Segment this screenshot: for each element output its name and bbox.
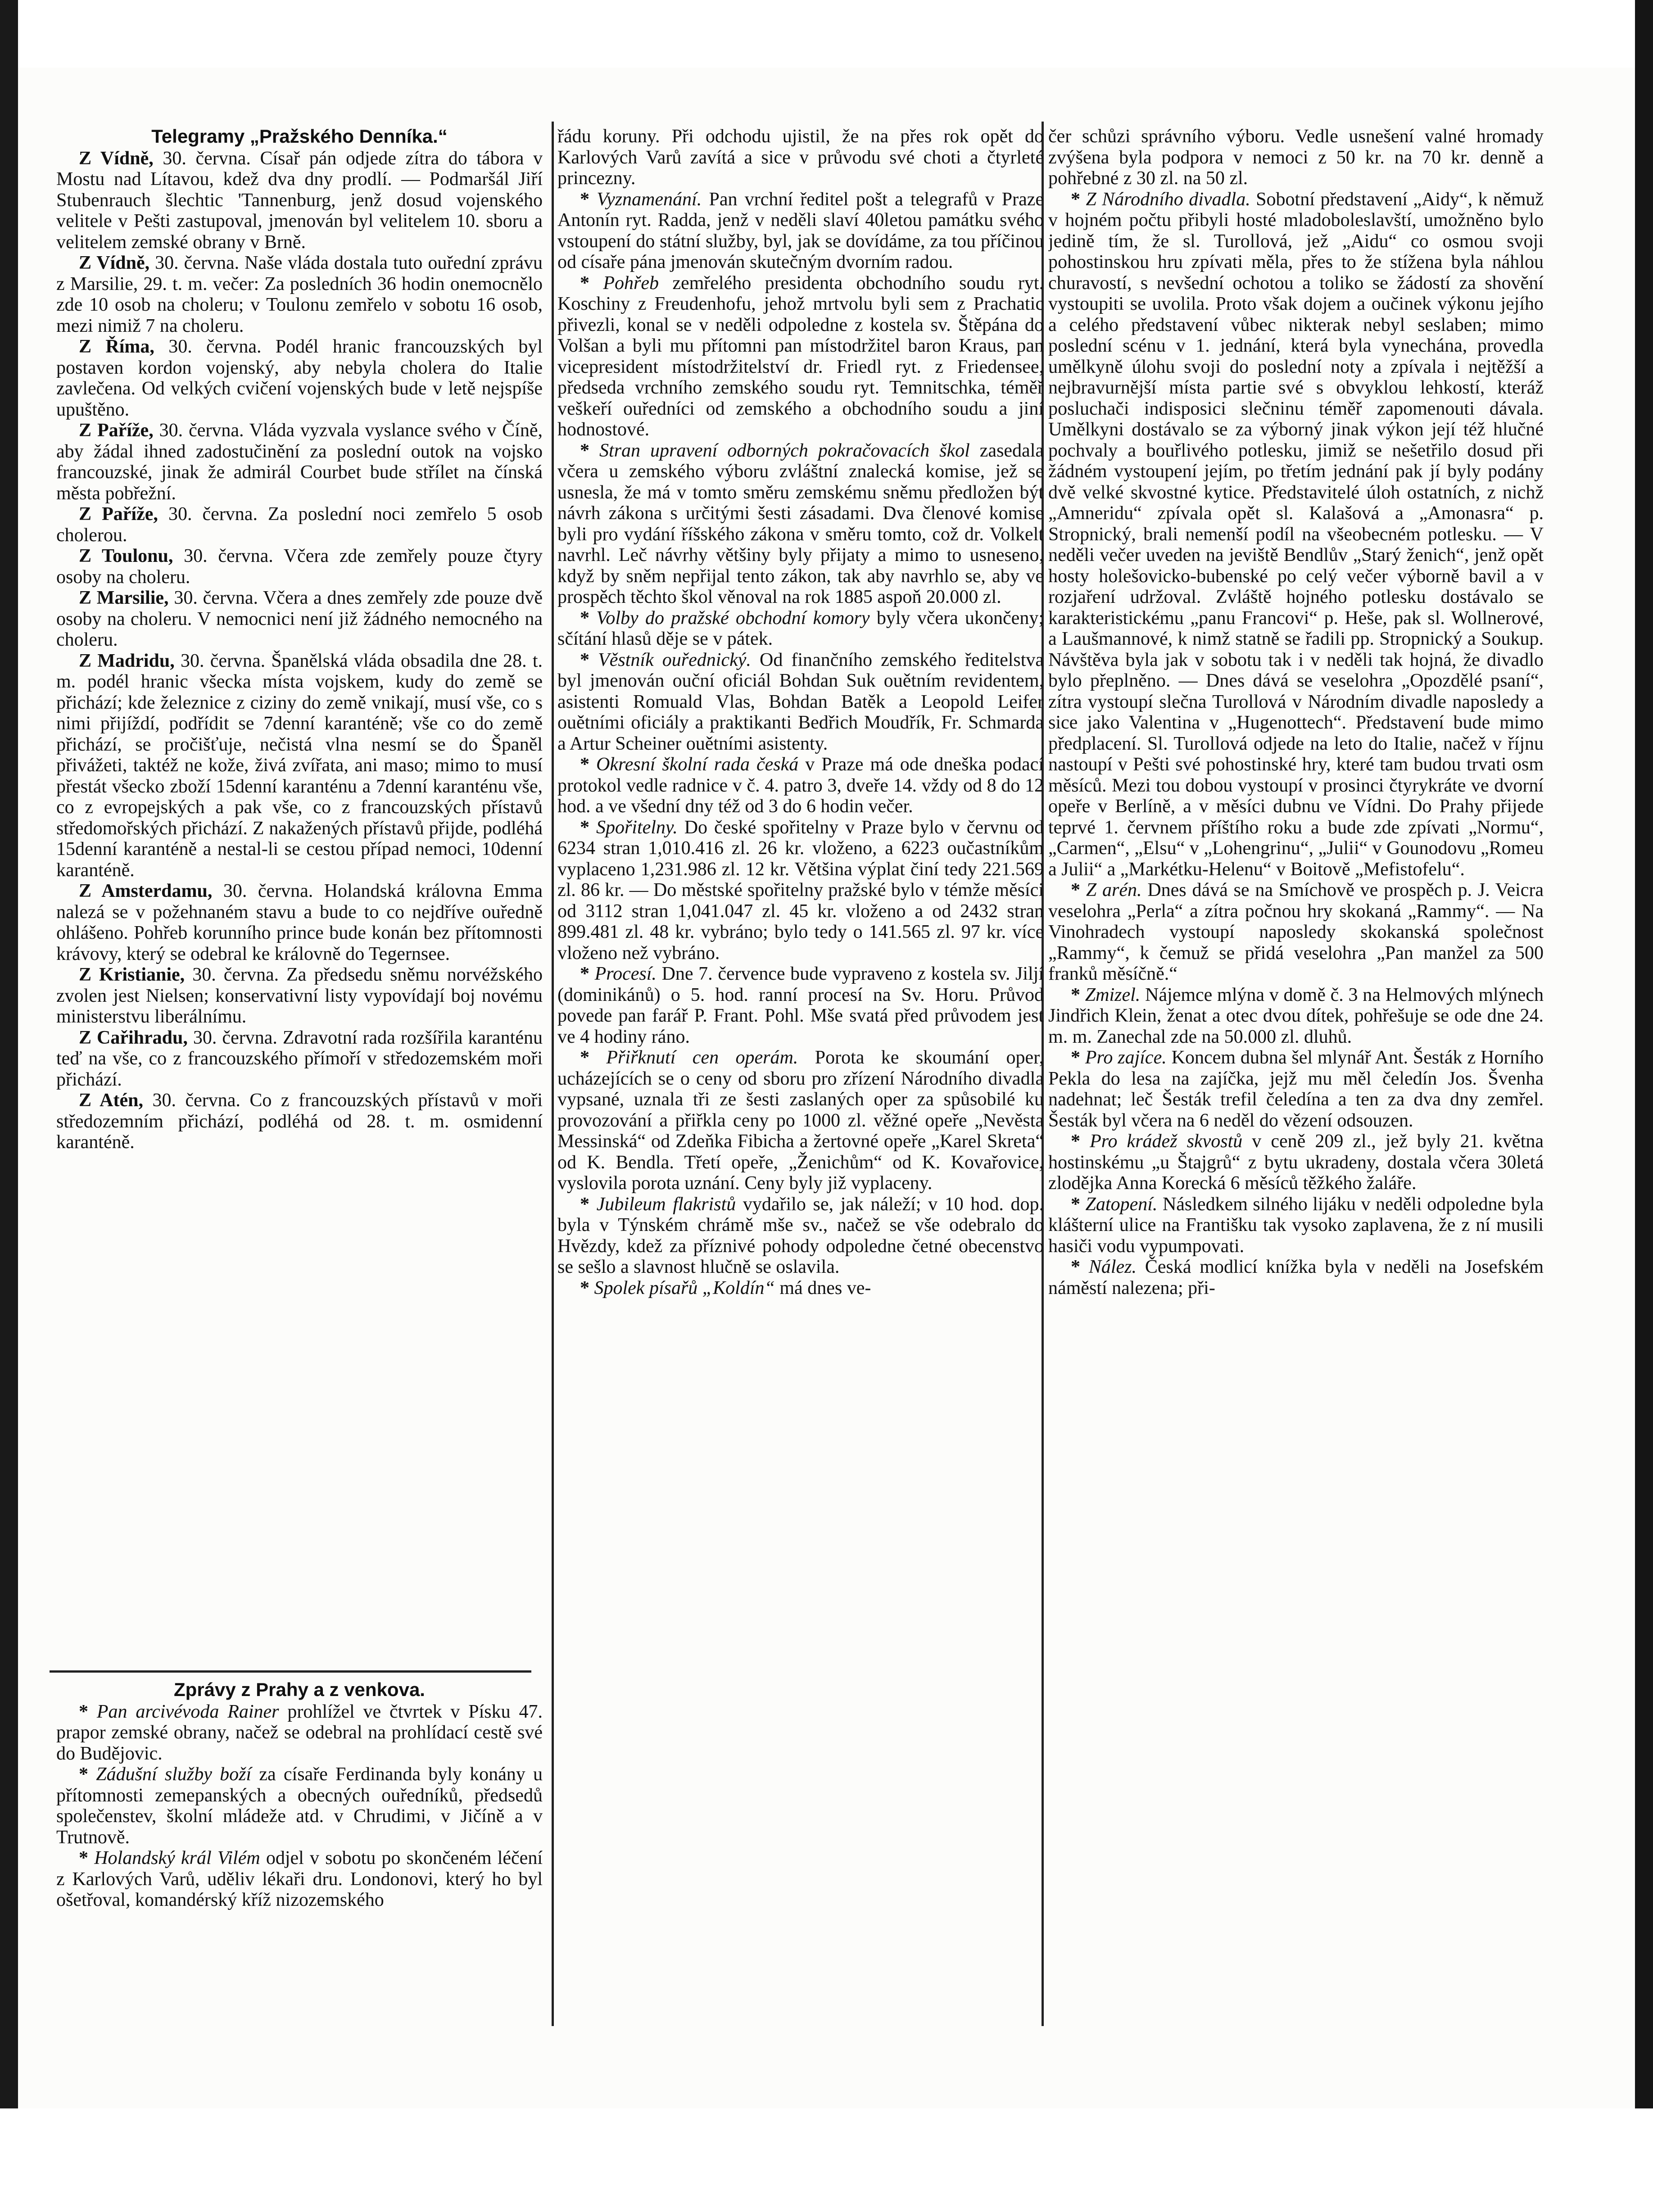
telegram-dateline: Z Amsterdamu,	[79, 881, 213, 901]
asterisk-marker: *	[580, 272, 603, 294]
asterisk-marker: *	[580, 189, 597, 210]
news-text: v ceně 209 zl., jež byly 21. května hostinskému „u Štajgrů“ z bytu ukradeny, dostala včera 30letá zlodějka Anna Korecká 6 měsíců těžkého žaláře.	[1048, 1131, 1544, 1194]
column-2	[557, 126, 1044, 2026]
asterisk-marker: *	[580, 607, 597, 629]
news-item	[56, 1848, 543, 1911]
telegram-dateline: Z Paříže,	[79, 504, 158, 525]
news-item	[1048, 880, 1544, 985]
prague-news-heading: Zprávy z Prahy a z venkova.	[174, 1679, 425, 1700]
news-title: Z Národního divadla.	[1086, 189, 1250, 210]
telegram-text: 30. června. Vláda vyzvala vyslance svého v Číně, aby žádal ihned zadostučinění za poslední outok na vojsko francouzské, jinak že admirál Courbet bude střílet na čínská města pobřežní.	[56, 420, 543, 504]
news-text: Dne 7. července bude vypraveno z kostela sv. Jiljí (dominikánů) o 5. hod. ranní procesí na Sv. Horu. Průvod povede pan farář P. Frant. Pohl. Mše svatá před průvodem jest ve 4 hodiny ráno.	[557, 964, 1044, 1047]
news-title: Pohřeb	[603, 272, 659, 294]
news-item	[557, 1047, 1044, 1194]
news-text: zasedala včera u zemského výboru zvláštní znalecká komise, jež se usnesla, že má v tomto směru zemskému sněmu předložen být návrh zákona s určitými šesti zásadami. Dva členové komise byli pro vydání říšského zákona v směru tomto, což dr. Volkelt navrhl. Leč návrhy většiny byly přijaty a mimo to usneseno, když by sněm nepřijal tento zákon, tak aby navrhlo se, aby ve prospěch těchto škol věnoval na rok 1885 aspoň 20.000 zl.	[557, 440, 1044, 607]
asterisk-marker: *	[580, 1047, 607, 1068]
asterisk-marker: *	[1071, 189, 1086, 210]
news-text: řádu koruny. Při odchodu ujistil, že na přes rok opět do Karlových Varů zavítá a sice v průvodu své choti a čtyrleté princezny.	[557, 126, 1044, 189]
scan-margin-bottom	[0, 2108, 1653, 2212]
news-item	[557, 964, 1044, 1047]
telegram-text: 30. června. Císař pán odjede zítra do tábora v Mostu nad Lítavou, kdež dva dny prodlí. — Podmaršál Jiří Stubenrauch šlechtic 'Tannenburg, jenž dosud vojenského velitele v Pešti zastupoval, jmenován byl velitelem 10. sboru a velitelem zemské obrany v Brně.	[56, 148, 543, 253]
news-list-col2	[557, 126, 1044, 1298]
news-text: Sobotní představení „Aidy“, k němuž v hojném počtu přibyli hosté mladoboleslavští, umožněno bylo jedině tím, že sl. Turollová, jež „Aidu“ co osmou svoji pohostinskou hru zpívati měla, přes to že stížena byla náhlou churavostí, s nevšední ochotou a toliko se žádostí za shovění vystoupiti se uvolila. Proto však dojem a oučinek výkonu jejího a celého představení vůbec nikterak nebyl seslaben; mimo poslední scénu v 1. jednání, která byla vynechána, provedla umělkyně úlohu svoji do poslední noty a zpívala i nejtěžší a nejbravurnější místa partie své s obvyklou lehkostí, kteráž posluchači indisposici slečninu téměř zapomenouti dávala. Umělkyni dostávalo se za výborný jinak výkon její též hlučné pochvaly a bouřlivého potlesku, jimiž se nešetřilo dosud při žádném vystoupení jejím, po třetím jednání pak jí byly podány dvě velké skvostné kytice. Představitelé úloh ostatních, z nichž „Amneridu“ zpívala opět sl. Kalašová a „Amonasra“ p. Stropnický, brali nemenší podíl na všeobecném potlesku. — V neděli večer uveden na jeviště Bendlův „Starý ženich“, jenž opět hosty holešovicko-bubenské po celý večer výborně bavil a v rozjaření udržoval. Zvláště hojného potlesku dostávalo se karakteristickému „panu Francovi“ p. Heše, pak sl. Wollnerové, a Laušmannové, k nimž statně se řadili pp. Stropnický a Soukup. Návštěva byla jak v sobotu tak i v neděli tak hojná, že divadlo bylo přeplněno. — Dnes dává se veselohra „Opozdělé psaní“, zítra vystoupí slečna Turollová v Národním divadle naposledy a sice jako Valentina v „Hugenottech“. Představení bude mimo předplacení. Sl. Turollová odjede na leto do Italie, načež v říjnu nastoupí v Pešti své pohostinské hry, které tam budou trvati osm měsíců. Mezi tou dobou vystoupí v prosinci čtyrykráte ve dvorní opeře v Berlíně, a v měsíci dubnu ve Vídni. Do Prahy přijede teprvé 1. červnem příštího roku a bude zde zpívati „Normu“, „Carmen“, „Elsu“ v „Lohengrinu“, „Julii“ v Gounodovu „Romeu a Julii“ a „Markétku-Helenu“ v Boitově „Mefistofelu“.	[1048, 189, 1544, 880]
telegram-text: 30. června. Včera a dnes zemřely zde pouze dvě osoby na choleru. V nemocnici není již žádného nemocného na choleru.	[56, 588, 543, 650]
news-text: Nájemce mlýna v domě č. 3 na Helmových mlýnech Jindřich Klein, ženat a otec dvou dítek, pohřešuje se ode dne 24. m. m. Zanechal zde na 50.000 zl. dluhů.	[1048, 984, 1544, 1047]
asterisk-marker: *	[580, 964, 595, 984]
news-item	[1048, 1194, 1544, 1257]
news-item	[1048, 985, 1544, 1048]
asterisk-marker: *	[79, 1848, 95, 1868]
prague-news-section	[56, 1679, 543, 1911]
telegram-item	[56, 336, 543, 420]
news-title: Jubileum flakristů	[596, 1194, 736, 1215]
telegram-item	[56, 964, 543, 1027]
asterisk-marker: *	[79, 1701, 97, 1722]
telegram-text: 30. června. Za poslední noci zemřelo 5 osob cholerou.	[56, 504, 543, 546]
news-title: Stran upravení odborných pokračovacích škol	[599, 440, 970, 461]
telegram-text: 30. června. Naše vláda dostala tuto ouřední zprávu z Marsilie, 29. t. m. večer: Za posledních 36 hodin onemocnělo zde 10 osob na choleru; v Toulonu zemřelo v sobotu 16 osob, mezi nimiž 7 na choleru.	[56, 253, 543, 336]
asterisk-marker: *	[1071, 880, 1086, 900]
news-title: Přiřknutí cen operám.	[606, 1047, 798, 1068]
scan-edge-left	[0, 0, 18, 2212]
telegram-item	[56, 1090, 543, 1153]
asterisk-marker: *	[580, 817, 596, 838]
news-text: Následkem silného lijáku v neděli odpoledne byla klášterní ulice na Františku tak vysoko zaplavena, že z ní musili hasiči vodu vypumpovati.	[1048, 1194, 1544, 1257]
scan-margin-top	[0, 0, 1653, 68]
telegram-text: 30. června. Včera zde zemřely pouze čtyry osoby na choleru.	[56, 546, 543, 588]
news-item	[557, 440, 1044, 608]
news-item	[557, 273, 1044, 440]
asterisk-marker: *	[79, 1764, 96, 1785]
news-item	[1048, 126, 1544, 189]
column-1	[56, 126, 543, 2026]
news-text: v Praze má ode dneška podací protokol vedle radnice v č. 4. patro 3, dveře 14. vždy od 8 do 12 hod. a ve všední dny též od 3 do 6 hodin večer.	[557, 754, 1044, 817]
news-title: Nález.	[1088, 1257, 1137, 1277]
telegram-text: 30. června. Podél hranic francouzských byl postaven kordon vojenský, aby nebyla cholera do Italie zavlečena. Od velkých cvičení vojenských bude v letě nejspíše upuštěno.	[56, 336, 543, 420]
news-list-col3	[1048, 126, 1544, 1298]
telegrams-section	[56, 126, 543, 1666]
news-item	[1048, 1047, 1544, 1131]
telegram-dateline: Z Paříže,	[79, 420, 154, 441]
news-title: Věstník ouřednický.	[598, 649, 751, 670]
telegram-item	[56, 588, 543, 651]
news-text: Do české spořitelny v Praze bylo v červnu od 6234 stran 1,010.416 zl. 26 kr. vloženo, a 6223 oučastníkům vyplaceno 1,231.986 zl. 12 kr. Většina výplat činí tedy 221.569 zl. 86 kr. — Do městské spořitelny pražské bylo v témže měsíci od 3112 stran 1,041.047 zl. 45 kr. vloženo a od 2432 stran 899.481 zl. 48 kr. vybráno; bylo tedy o 141.565 zl. 97 kr. více vloženo než vybráno.	[557, 817, 1044, 964]
asterisk-marker: *	[1071, 1194, 1086, 1215]
asterisk-marker: *	[580, 1277, 594, 1298]
telegram-text: 30. června. Co z francouzských přístavů v moři středozemním přichází, podléhá od 28. t. m. osmidenní karanténě.	[56, 1090, 543, 1153]
news-item	[557, 1278, 1044, 1299]
telegram-dateline: Z Madridu,	[79, 650, 175, 671]
telegrams-heading: Telegramy „Pražského Denníka.“	[151, 126, 448, 147]
asterisk-marker: *	[580, 754, 596, 775]
asterisk-marker: *	[580, 1194, 597, 1215]
telegram-item	[56, 651, 543, 881]
news-text: Koncem dubna šel mlynář Ant. Šesták z Horního Pekla do lesa na zajíčka, jejž mu měl čeledín Jos. Švenha nadehnat; leč Šesták trefil čeledína a ten za dva dny zemřel. Šesták byl včera na 6 neděl do vězení odsouzen.	[1048, 1047, 1544, 1131]
news-item	[557, 189, 1044, 273]
news-title: Pan arcivévoda Rainer	[96, 1701, 279, 1722]
telegram-item	[56, 420, 543, 504]
telegram-dateline: Z Říma,	[79, 336, 154, 357]
news-title: Vyznamenání.	[597, 189, 702, 210]
news-title: Pro zajíce.	[1085, 1047, 1167, 1068]
telegram-item	[56, 148, 543, 253]
column-rule-1	[552, 122, 554, 2026]
news-title: Zatopení.	[1085, 1194, 1158, 1215]
asterisk-marker: *	[580, 649, 598, 670]
news-item	[557, 754, 1044, 817]
news-item	[56, 1764, 543, 1848]
news-text: prohlížel ve čtvrtek v Písku 47. prapor zemské obrany, načež se odebral na prohlídací cestě své do Budějovic.	[56, 1701, 543, 1764]
news-item	[557, 817, 1044, 964]
news-item	[557, 126, 1044, 189]
news-text: vydařilo se, jak náleží; v 10 hod. dop. byla v Týnském chrámě mše sv., načež se vše odebralo do Hvězdy, kdež za příznivé pohody odpoledne četné obecenstvo se sešlo a slavnost hlučně se oslavila.	[557, 1194, 1044, 1277]
news-title: Spořitelny.	[596, 817, 678, 838]
telegram-dateline: Z Cařihradu,	[79, 1027, 188, 1048]
telegram-dateline: Z Vídně,	[79, 148, 154, 169]
news-item	[1048, 189, 1544, 880]
telegram-dateline: Z Vídně,	[79, 253, 150, 273]
telegram-text: 30. června. Za předsedu sněmu norvéžského zvolen jest Nielsen; konservativní listy vypovídají boj novému ministerstvu liberálnímu.	[56, 964, 543, 1027]
news-text: byly včera ukončeny; sčítání hlasů děje se v pátek.	[557, 607, 1044, 649]
news-text: Dnes dává se na Smíchově ve prospěch p. J. Veicra veselohra „Perla“ a zítra počnou hry skokaná „Rammy“. — Na Vinohradech vystoupí naposledy skokanská společnost „Rammy“, k čemuž se přidá veselohra „Pan manžel za 500 franků měsíčně.“	[1048, 880, 1544, 984]
news-item	[557, 1194, 1044, 1278]
telegram-item	[56, 546, 543, 588]
news-item	[557, 650, 1044, 755]
telegram-list	[56, 148, 543, 1153]
asterisk-marker: *	[1071, 1047, 1085, 1068]
telegram-dateline: Z Toulonu,	[79, 546, 173, 566]
news-text: má dnes ve-	[779, 1277, 871, 1298]
news-text: Pan vrchní ředitel pošt a telegrafů v Praze Antonín ryt. Radda, jenž v neděli slaví 40letou památku svého vstoupení do státní služby, byl, jak se dovídáme, za tou příčinou od císaře pána jmenován skutečným dvorním radou.	[557, 189, 1044, 272]
news-text: čer schůzi správního výboru. Vedle usnešení valné hromady zvýšena byla podpora v nemoci z 50 kr. na 70 kr. denně a pohřebné z 30 zl. na 50 zl.	[1048, 126, 1544, 189]
asterisk-marker: *	[1071, 1131, 1090, 1152]
telegram-text: 30. června. Zdravotní rada rozšířila karanténu teď na vše, co z francouzského přímoří v středozemském moři přichází.	[56, 1027, 543, 1090]
telegram-dateline: Z Kristianie,	[79, 964, 185, 985]
news-title: Pro krádež skvostů	[1090, 1131, 1243, 1152]
telegram-dateline: Z Marsilie,	[79, 588, 169, 608]
news-title: Zmizel.	[1085, 984, 1141, 1005]
news-title: Procesí.	[594, 964, 657, 984]
news-title: Zádušní služby boží	[96, 1764, 252, 1785]
asterisk-marker: *	[1071, 1257, 1089, 1277]
telegram-item	[56, 504, 543, 546]
news-list-col1	[56, 1701, 543, 1911]
news-item	[557, 608, 1044, 650]
asterisk-marker: *	[580, 440, 599, 461]
telegram-item	[56, 1027, 543, 1090]
column-3	[1048, 126, 1544, 2026]
news-title: Spolek písařů „Koldín“	[594, 1277, 775, 1298]
news-title: Z arén.	[1086, 880, 1142, 900]
news-item	[1048, 1257, 1544, 1298]
telegram-text: 30. června. Holandská královna Emma nalezá se v požehnaném stavu a bude to co nejdříve ouředně ohlášeno. Pohřeb korunního prince bude konán bez přítomnosti krávovy, který se odebral ke královně do Tegernsee.	[56, 881, 543, 964]
news-item	[56, 1701, 543, 1764]
news-text: Česká modlicí knížka byla v neděli na Josefském náměstí nalezena; při-	[1048, 1257, 1544, 1298]
news-text: Od finančního zemského ředitelstva byl jmenován ouční oficiál Bohdan Suk ouětním revidentem, asistenti Romuald Vlas, Bohdan Batěk a Leopold Leifer ouětními oficiály a praktikanti Bedřich Moudřík, Fr. Schmarda a Artur Scheiner ouětními asistenty.	[557, 649, 1044, 754]
news-text: Porota ke skoumání oper, ucházejících se o ceny od sboru pro zřízení Národního divadla vypsané, uznala tři ze šesti zaslaných oper za spůsobilé ku provozování a přiřkla ceny po 1000 zl. věžné opeře „Nevěsta Messinská“ od Zdeňka Fibicha a žertovné opeře „Karel Skreta“ od K. Bendla. Třetí opeře, „Ženichům“ od K. Kovařovice, vyslovila porota uznání. Ceny byly již vyplaceny.	[557, 1047, 1044, 1194]
news-title: Okresní školní rada česká	[596, 754, 799, 775]
news-text: odjel v sobotu po skončeném léčení z Karlových Varů, uděliv lékaři dru. Londonovi, který ho byl ošetřoval, komandérský kříž nizozemského	[56, 1848, 543, 1910]
telegram-dateline: Z Atén,	[79, 1090, 144, 1111]
news-item	[1048, 1131, 1544, 1194]
news-title: Holandský král Vilém	[94, 1848, 260, 1868]
telegram-item	[56, 253, 543, 336]
asterisk-marker: *	[1071, 984, 1085, 1005]
news-text: zemřelého presidenta obchodního soudu ryt. Koschiny z Freudenhofu, jehož mrtvolu byli sem z Prachatic přivezli, konal se v neděli odpoledne z kostela sv. Štěpána do Volšan a byli mu přítomni pan místodržitel baron Kraus, pan vicepresident místodržitelství dr. Friedl ryt. z Friedensee, předseda vrchního zemského soudu ryt. Temnitschka, téměř veškeří ouředníci od zemského a obchodního soudu a jiní hodnostové.	[557, 272, 1044, 440]
news-text: za císaře Ferdinanda byly konány u přítomnosti zemepanských a obecných ouředníků, předsedů společenstev, školní mládeže atd. v Chrudimi, v Jičíně a v Trutnově.	[56, 1764, 543, 1848]
scan-edge-right	[1635, 0, 1653, 2212]
news-title: Volby do pražské obchodní komory	[596, 607, 870, 629]
telegram-item	[56, 881, 543, 964]
telegram-text: 30. června. Španělská vláda obsadila dne 28. t. m. podél hranic všecka místa vojskem, kudy do země se přichází; kde železnice z ciziny do země vnikají, musí vše, co s nimi přijíždí, podřídit se 7denní karanténě; vše co do země přichází, se pročišťuje, nečistá vlna nesmí se do Španěl přivážeti, taktéž ne kože, živá zvířata, ani maso; mimo to musí přestát všecko zboží 15denní karanténu a 7denní karanténu vše, co z evropejských a pak vše, co z francouzských přístavů středomořských přichází. Z nakažených přístavů přijde, podléhá 15denní karanténě a nestal-li se cestou případ nemoci, 10denní karanténě.	[56, 650, 543, 881]
